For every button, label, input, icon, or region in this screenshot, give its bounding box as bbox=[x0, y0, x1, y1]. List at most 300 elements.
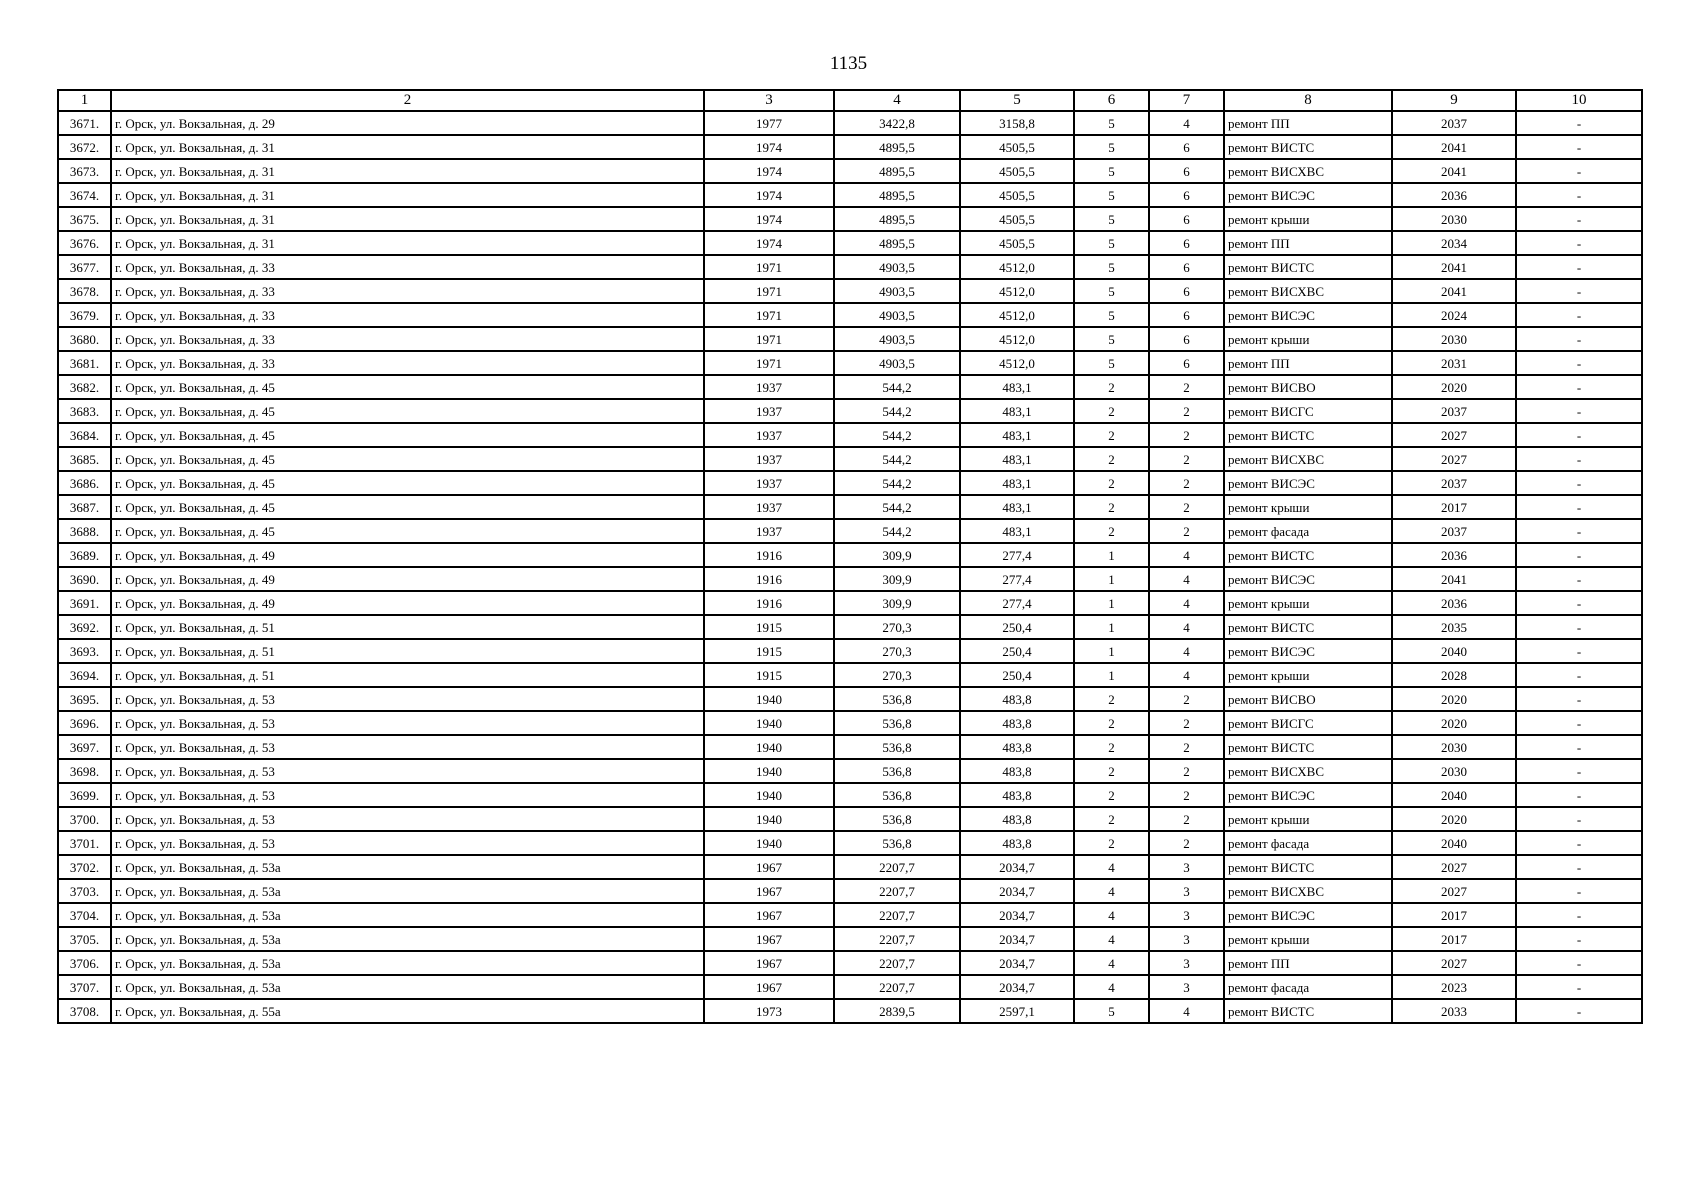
year-built-cell: 1915 bbox=[704, 615, 834, 639]
table-row bbox=[58, 735, 1642, 759]
work-type-cell: ремонт ПП bbox=[1224, 111, 1392, 135]
floors-cell: 2 bbox=[1074, 735, 1149, 759]
work-type-cell: ремонт ВИСТС bbox=[1224, 735, 1392, 759]
address-cell: г. Орск, ул. Вокзальная, д. 53а bbox=[111, 855, 704, 879]
work-type-cell: ремонт ВИСЭС bbox=[1224, 567, 1392, 591]
planned-year-cell: 2041 bbox=[1392, 255, 1516, 279]
living-area-cell: 483,8 bbox=[960, 687, 1074, 711]
floors-cell: 5 bbox=[1074, 135, 1149, 159]
year-built-cell: 1940 bbox=[704, 759, 834, 783]
work-type-cell: ремонт ВИСЭС bbox=[1224, 639, 1392, 663]
entrances-cell: 6 bbox=[1149, 207, 1224, 231]
entrances-cell: 2 bbox=[1149, 399, 1224, 423]
work-type-cell: ремонт ВИСТС bbox=[1224, 615, 1392, 639]
address-cell: г. Орск, ул. Вокзальная, д. 31 bbox=[111, 183, 704, 207]
planned-year-cell: 2040 bbox=[1392, 783, 1516, 807]
floors-cell: 5 bbox=[1074, 999, 1149, 1023]
note-cell: - bbox=[1516, 327, 1642, 351]
living-area-cell: 483,8 bbox=[960, 735, 1074, 759]
column-header: 1 bbox=[58, 90, 111, 111]
address-cell: г. Орск, ул. Вокзальная, д. 33 bbox=[111, 303, 704, 327]
floors-cell: 1 bbox=[1074, 591, 1149, 615]
note-cell: - bbox=[1516, 543, 1642, 567]
floors-cell: 2 bbox=[1074, 759, 1149, 783]
total-area-cell: 2207,7 bbox=[834, 879, 960, 903]
note-cell: - bbox=[1516, 975, 1642, 999]
living-area-cell: 250,4 bbox=[960, 615, 1074, 639]
note-cell: - bbox=[1516, 663, 1642, 687]
row-number-cell: 3693. bbox=[58, 639, 111, 663]
total-area-cell: 2207,7 bbox=[834, 903, 960, 927]
floors-cell: 4 bbox=[1074, 951, 1149, 975]
floors-cell: 5 bbox=[1074, 303, 1149, 327]
row-number-cell: 3687. bbox=[58, 495, 111, 519]
year-built-cell: 1940 bbox=[704, 831, 834, 855]
planned-year-cell: 2030 bbox=[1392, 207, 1516, 231]
planned-year-cell: 2041 bbox=[1392, 279, 1516, 303]
note-cell: - bbox=[1516, 567, 1642, 591]
total-area-cell: 4895,5 bbox=[834, 207, 960, 231]
work-type-cell: ремонт ВИСЭС bbox=[1224, 471, 1392, 495]
living-area-cell: 2034,7 bbox=[960, 855, 1074, 879]
table-row bbox=[58, 327, 1642, 351]
row-number-cell: 3672. bbox=[58, 135, 111, 159]
table-row bbox=[58, 759, 1642, 783]
total-area-cell: 536,8 bbox=[834, 759, 960, 783]
column-header: 9 bbox=[1392, 90, 1516, 111]
table-row bbox=[58, 999, 1642, 1023]
address-cell: г. Орск, ул. Вокзальная, д. 45 bbox=[111, 519, 704, 543]
planned-year-cell: 2040 bbox=[1392, 831, 1516, 855]
year-built-cell: 1967 bbox=[704, 855, 834, 879]
row-number-cell: 3698. bbox=[58, 759, 111, 783]
planned-year-cell: 2036 bbox=[1392, 183, 1516, 207]
note-cell: - bbox=[1516, 759, 1642, 783]
total-area-cell: 536,8 bbox=[834, 831, 960, 855]
address-cell: г. Орск, ул. Вокзальная, д. 51 bbox=[111, 663, 704, 687]
total-area-cell: 270,3 bbox=[834, 663, 960, 687]
planned-year-cell: 2020 bbox=[1392, 807, 1516, 831]
total-area-cell: 4903,5 bbox=[834, 327, 960, 351]
address-cell: г. Орск, ул. Вокзальная, д. 53 bbox=[111, 807, 704, 831]
table-row bbox=[58, 855, 1642, 879]
entrances-cell: 6 bbox=[1149, 183, 1224, 207]
entrances-cell: 4 bbox=[1149, 639, 1224, 663]
floors-cell: 5 bbox=[1074, 327, 1149, 351]
planned-year-cell: 2017 bbox=[1392, 927, 1516, 951]
living-area-cell: 250,4 bbox=[960, 663, 1074, 687]
total-area-cell: 544,2 bbox=[834, 447, 960, 471]
note-cell: - bbox=[1516, 879, 1642, 903]
planned-year-cell: 2033 bbox=[1392, 999, 1516, 1023]
table-row bbox=[58, 879, 1642, 903]
note-cell: - bbox=[1516, 159, 1642, 183]
work-type-cell: ремонт ВИСГС bbox=[1224, 399, 1392, 423]
row-number-cell: 3705. bbox=[58, 927, 111, 951]
floors-cell: 2 bbox=[1074, 711, 1149, 735]
table-row bbox=[58, 903, 1642, 927]
table-row bbox=[58, 351, 1642, 375]
planned-year-cell: 2027 bbox=[1392, 951, 1516, 975]
column-header: 10 bbox=[1516, 90, 1642, 111]
total-area-cell: 536,8 bbox=[834, 783, 960, 807]
year-built-cell: 1916 bbox=[704, 543, 834, 567]
table-row bbox=[58, 663, 1642, 687]
living-area-cell: 483,8 bbox=[960, 831, 1074, 855]
planned-year-cell: 2034 bbox=[1392, 231, 1516, 255]
table-row bbox=[58, 639, 1642, 663]
note-cell: - bbox=[1516, 591, 1642, 615]
note-cell: - bbox=[1516, 351, 1642, 375]
floors-cell: 4 bbox=[1074, 975, 1149, 999]
row-number-cell: 3680. bbox=[58, 327, 111, 351]
total-area-cell: 544,2 bbox=[834, 399, 960, 423]
planned-year-cell: 2024 bbox=[1392, 303, 1516, 327]
row-number-cell: 3697. bbox=[58, 735, 111, 759]
year-built-cell: 1973 bbox=[704, 999, 834, 1023]
address-cell: г. Орск, ул. Вокзальная, д. 53а bbox=[111, 927, 704, 951]
note-cell: - bbox=[1516, 375, 1642, 399]
table-row bbox=[58, 135, 1642, 159]
work-type-cell: ремонт ВИСЭС bbox=[1224, 303, 1392, 327]
table-row bbox=[58, 951, 1642, 975]
work-type-cell: ремонт ВИСТС bbox=[1224, 855, 1392, 879]
total-area-cell: 4903,5 bbox=[834, 303, 960, 327]
address-cell: г. Орск, ул. Вокзальная, д. 45 bbox=[111, 423, 704, 447]
work-type-cell: ремонт крыши bbox=[1224, 207, 1392, 231]
floors-cell: 2 bbox=[1074, 831, 1149, 855]
work-type-cell: ремонт фасада bbox=[1224, 975, 1392, 999]
floors-cell: 5 bbox=[1074, 183, 1149, 207]
row-number-cell: 3679. bbox=[58, 303, 111, 327]
planned-year-cell: 2017 bbox=[1392, 903, 1516, 927]
entrances-cell: 6 bbox=[1149, 135, 1224, 159]
row-number-cell: 3678. bbox=[58, 279, 111, 303]
row-number-cell: 3702. bbox=[58, 855, 111, 879]
living-area-cell: 250,4 bbox=[960, 639, 1074, 663]
entrances-cell: 4 bbox=[1149, 999, 1224, 1023]
address-cell: г. Орск, ул. Вокзальная, д. 53 bbox=[111, 711, 704, 735]
column-header: 5 bbox=[960, 90, 1074, 111]
total-area-cell: 544,2 bbox=[834, 423, 960, 447]
living-area-cell: 4512,0 bbox=[960, 327, 1074, 351]
floors-cell: 1 bbox=[1074, 615, 1149, 639]
note-cell: - bbox=[1516, 471, 1642, 495]
living-area-cell: 277,4 bbox=[960, 543, 1074, 567]
planned-year-cell: 2040 bbox=[1392, 639, 1516, 663]
address-cell: г. Орск, ул. Вокзальная, д. 33 bbox=[111, 255, 704, 279]
address-cell: г. Орск, ул. Вокзальная, д. 49 bbox=[111, 543, 704, 567]
table-row bbox=[58, 303, 1642, 327]
note-cell: - bbox=[1516, 447, 1642, 471]
note-cell: - bbox=[1516, 207, 1642, 231]
planned-year-cell: 2028 bbox=[1392, 663, 1516, 687]
row-number-cell: 3696. bbox=[58, 711, 111, 735]
year-built-cell: 1940 bbox=[704, 711, 834, 735]
work-type-cell: ремонт ВИСГС bbox=[1224, 711, 1392, 735]
floors-cell: 5 bbox=[1074, 159, 1149, 183]
total-area-cell: 2207,7 bbox=[834, 855, 960, 879]
planned-year-cell: 2020 bbox=[1392, 375, 1516, 399]
note-cell: - bbox=[1516, 183, 1642, 207]
living-area-cell: 483,8 bbox=[960, 711, 1074, 735]
note-cell: - bbox=[1516, 735, 1642, 759]
entrances-cell: 2 bbox=[1149, 495, 1224, 519]
floors-cell: 2 bbox=[1074, 495, 1149, 519]
table-row bbox=[58, 399, 1642, 423]
living-area-cell: 483,8 bbox=[960, 807, 1074, 831]
total-area-cell: 536,8 bbox=[834, 711, 960, 735]
row-number-cell: 3673. bbox=[58, 159, 111, 183]
floors-cell: 2 bbox=[1074, 375, 1149, 399]
work-type-cell: ремонт ВИСХВС bbox=[1224, 279, 1392, 303]
note-cell: - bbox=[1516, 951, 1642, 975]
row-number-cell: 3708. bbox=[58, 999, 111, 1023]
column-header: 8 bbox=[1224, 90, 1392, 111]
floors-cell: 1 bbox=[1074, 639, 1149, 663]
living-area-cell: 4505,5 bbox=[960, 159, 1074, 183]
total-area-cell: 536,8 bbox=[834, 735, 960, 759]
living-area-cell: 4505,5 bbox=[960, 207, 1074, 231]
address-cell: г. Орск, ул. Вокзальная, д. 53 bbox=[111, 687, 704, 711]
table-row bbox=[58, 423, 1642, 447]
row-number-cell: 3691. bbox=[58, 591, 111, 615]
work-type-cell: ремонт ВИСТС bbox=[1224, 423, 1392, 447]
table-row bbox=[58, 159, 1642, 183]
table-row bbox=[58, 783, 1642, 807]
year-built-cell: 1940 bbox=[704, 735, 834, 759]
floors-cell: 4 bbox=[1074, 903, 1149, 927]
column-header: 2 bbox=[111, 90, 704, 111]
work-type-cell: ремонт крыши bbox=[1224, 327, 1392, 351]
table-body bbox=[58, 90, 1642, 1023]
living-area-cell: 4512,0 bbox=[960, 351, 1074, 375]
table-row bbox=[58, 111, 1642, 135]
note-cell: - bbox=[1516, 279, 1642, 303]
work-type-cell: ремонт крыши bbox=[1224, 663, 1392, 687]
planned-year-cell: 2031 bbox=[1392, 351, 1516, 375]
address-cell: г. Орск, ул. Вокзальная, д. 53а bbox=[111, 903, 704, 927]
planned-year-cell: 2020 bbox=[1392, 687, 1516, 711]
row-number-cell: 3695. bbox=[58, 687, 111, 711]
year-built-cell: 1974 bbox=[704, 183, 834, 207]
entrances-cell: 6 bbox=[1149, 231, 1224, 255]
table-row bbox=[58, 279, 1642, 303]
entrances-cell: 6 bbox=[1149, 351, 1224, 375]
living-area-cell: 4505,5 bbox=[960, 231, 1074, 255]
total-area-cell: 309,9 bbox=[834, 543, 960, 567]
total-area-cell: 309,9 bbox=[834, 591, 960, 615]
entrances-cell: 3 bbox=[1149, 951, 1224, 975]
table-row bbox=[58, 543, 1642, 567]
total-area-cell: 309,9 bbox=[834, 567, 960, 591]
note-cell: - bbox=[1516, 783, 1642, 807]
floors-cell: 1 bbox=[1074, 543, 1149, 567]
living-area-cell: 277,4 bbox=[960, 567, 1074, 591]
entrances-cell: 2 bbox=[1149, 831, 1224, 855]
year-built-cell: 1967 bbox=[704, 927, 834, 951]
entrances-cell: 3 bbox=[1149, 855, 1224, 879]
living-area-cell: 277,4 bbox=[960, 591, 1074, 615]
row-number-cell: 3703. bbox=[58, 879, 111, 903]
work-type-cell: ремонт ВИСТС bbox=[1224, 543, 1392, 567]
living-area-cell: 4512,0 bbox=[960, 255, 1074, 279]
entrances-cell: 6 bbox=[1149, 159, 1224, 183]
work-type-cell: ремонт ВИСХВС bbox=[1224, 759, 1392, 783]
entrances-cell: 4 bbox=[1149, 663, 1224, 687]
total-area-cell: 536,8 bbox=[834, 687, 960, 711]
row-number-cell: 3707. bbox=[58, 975, 111, 999]
note-cell: - bbox=[1516, 711, 1642, 735]
living-area-cell: 483,1 bbox=[960, 495, 1074, 519]
note-cell: - bbox=[1516, 495, 1642, 519]
table-row bbox=[58, 255, 1642, 279]
row-number-cell: 3686. bbox=[58, 471, 111, 495]
address-cell: г. Орск, ул. Вокзальная, д. 45 bbox=[111, 375, 704, 399]
registry-table bbox=[57, 89, 1643, 1024]
address-cell: г. Орск, ул. Вокзальная, д. 45 bbox=[111, 447, 704, 471]
year-built-cell: 1937 bbox=[704, 423, 834, 447]
entrances-cell: 3 bbox=[1149, 903, 1224, 927]
floors-cell: 5 bbox=[1074, 231, 1149, 255]
header-row bbox=[58, 90, 1642, 111]
row-number-cell: 3675. bbox=[58, 207, 111, 231]
year-built-cell: 1974 bbox=[704, 159, 834, 183]
address-cell: г. Орск, ул. Вокзальная, д. 53 bbox=[111, 759, 704, 783]
work-type-cell: ремонт крыши bbox=[1224, 927, 1392, 951]
planned-year-cell: 2023 bbox=[1392, 975, 1516, 999]
year-built-cell: 1967 bbox=[704, 951, 834, 975]
entrances-cell: 2 bbox=[1149, 711, 1224, 735]
year-built-cell: 1967 bbox=[704, 903, 834, 927]
planned-year-cell: 2030 bbox=[1392, 759, 1516, 783]
table-row bbox=[58, 471, 1642, 495]
planned-year-cell: 2017 bbox=[1392, 495, 1516, 519]
planned-year-cell: 2027 bbox=[1392, 855, 1516, 879]
planned-year-cell: 2041 bbox=[1392, 135, 1516, 159]
year-built-cell: 1974 bbox=[704, 231, 834, 255]
row-number-cell: 3676. bbox=[58, 231, 111, 255]
floors-cell: 2 bbox=[1074, 807, 1149, 831]
entrances-cell: 2 bbox=[1149, 735, 1224, 759]
work-type-cell: ремонт фасада bbox=[1224, 831, 1392, 855]
column-header: 3 bbox=[704, 90, 834, 111]
row-number-cell: 3700. bbox=[58, 807, 111, 831]
entrances-cell: 2 bbox=[1149, 375, 1224, 399]
row-number-cell: 3701. bbox=[58, 831, 111, 855]
total-area-cell: 544,2 bbox=[834, 375, 960, 399]
entrances-cell: 2 bbox=[1149, 423, 1224, 447]
entrances-cell: 3 bbox=[1149, 879, 1224, 903]
living-area-cell: 4505,5 bbox=[960, 135, 1074, 159]
row-number-cell: 3694. bbox=[58, 663, 111, 687]
row-number-cell: 3692. bbox=[58, 615, 111, 639]
table-row bbox=[58, 375, 1642, 399]
row-number-cell: 3681. bbox=[58, 351, 111, 375]
note-cell: - bbox=[1516, 687, 1642, 711]
row-number-cell: 3704. bbox=[58, 903, 111, 927]
work-type-cell: ремонт ВИСХВС bbox=[1224, 159, 1392, 183]
total-area-cell: 4895,5 bbox=[834, 135, 960, 159]
work-type-cell: ремонт крыши bbox=[1224, 807, 1392, 831]
address-cell: г. Орск, ул. Вокзальная, д. 51 bbox=[111, 615, 704, 639]
year-built-cell: 1937 bbox=[704, 399, 834, 423]
living-area-cell: 483,1 bbox=[960, 447, 1074, 471]
total-area-cell: 544,2 bbox=[834, 471, 960, 495]
planned-year-cell: 2036 bbox=[1392, 543, 1516, 567]
total-area-cell: 544,2 bbox=[834, 495, 960, 519]
work-type-cell: ремонт крыши bbox=[1224, 495, 1392, 519]
living-area-cell: 2034,7 bbox=[960, 975, 1074, 999]
year-built-cell: 1971 bbox=[704, 303, 834, 327]
row-number-cell: 3699. bbox=[58, 783, 111, 807]
work-type-cell: ремонт ВИСТС bbox=[1224, 999, 1392, 1023]
row-number-cell: 3688. bbox=[58, 519, 111, 543]
note-cell: - bbox=[1516, 303, 1642, 327]
planned-year-cell: 2037 bbox=[1392, 399, 1516, 423]
note-cell: - bbox=[1516, 255, 1642, 279]
entrances-cell: 4 bbox=[1149, 111, 1224, 135]
row-number-cell: 3674. bbox=[58, 183, 111, 207]
floors-cell: 5 bbox=[1074, 255, 1149, 279]
total-area-cell: 4903,5 bbox=[834, 351, 960, 375]
floors-cell: 1 bbox=[1074, 663, 1149, 687]
planned-year-cell: 2037 bbox=[1392, 519, 1516, 543]
work-type-cell: ремонт ВИСЭС bbox=[1224, 903, 1392, 927]
living-area-cell: 2034,7 bbox=[960, 879, 1074, 903]
planned-year-cell: 2036 bbox=[1392, 591, 1516, 615]
total-area-cell: 4903,5 bbox=[834, 279, 960, 303]
floors-cell: 2 bbox=[1074, 471, 1149, 495]
living-area-cell: 483,8 bbox=[960, 783, 1074, 807]
year-built-cell: 1915 bbox=[704, 663, 834, 687]
planned-year-cell: 2027 bbox=[1392, 879, 1516, 903]
year-built-cell: 1967 bbox=[704, 975, 834, 999]
address-cell: г. Орск, ул. Вокзальная, д. 53 bbox=[111, 783, 704, 807]
planned-year-cell: 2030 bbox=[1392, 735, 1516, 759]
address-cell: г. Орск, ул. Вокзальная, д. 45 bbox=[111, 495, 704, 519]
living-area-cell: 483,8 bbox=[960, 759, 1074, 783]
table-row bbox=[58, 207, 1642, 231]
address-cell: г. Орск, ул. Вокзальная, д. 33 bbox=[111, 279, 704, 303]
table-row bbox=[58, 807, 1642, 831]
living-area-cell: 4505,5 bbox=[960, 183, 1074, 207]
address-cell: г. Орск, ул. Вокзальная, д. 53а bbox=[111, 879, 704, 903]
note-cell: - bbox=[1516, 111, 1642, 135]
year-built-cell: 1940 bbox=[704, 783, 834, 807]
year-built-cell: 1937 bbox=[704, 519, 834, 543]
row-number-cell: 3683. bbox=[58, 399, 111, 423]
address-cell: г. Орск, ул. Вокзальная, д. 45 bbox=[111, 399, 704, 423]
planned-year-cell: 2027 bbox=[1392, 423, 1516, 447]
work-type-cell: ремонт ВИСТС bbox=[1224, 255, 1392, 279]
total-area-cell: 2207,7 bbox=[834, 975, 960, 999]
table-row bbox=[58, 831, 1642, 855]
row-number-cell: 3684. bbox=[58, 423, 111, 447]
note-cell: - bbox=[1516, 903, 1642, 927]
entrances-cell: 2 bbox=[1149, 447, 1224, 471]
table-row bbox=[58, 447, 1642, 471]
table-row bbox=[58, 231, 1642, 255]
living-area-cell: 483,1 bbox=[960, 399, 1074, 423]
address-cell: г. Орск, ул. Вокзальная, д. 49 bbox=[111, 591, 704, 615]
total-area-cell: 544,2 bbox=[834, 519, 960, 543]
floors-cell: 2 bbox=[1074, 399, 1149, 423]
row-number-cell: 3685. bbox=[58, 447, 111, 471]
note-cell: - bbox=[1516, 831, 1642, 855]
year-built-cell: 1937 bbox=[704, 447, 834, 471]
note-cell: - bbox=[1516, 423, 1642, 447]
